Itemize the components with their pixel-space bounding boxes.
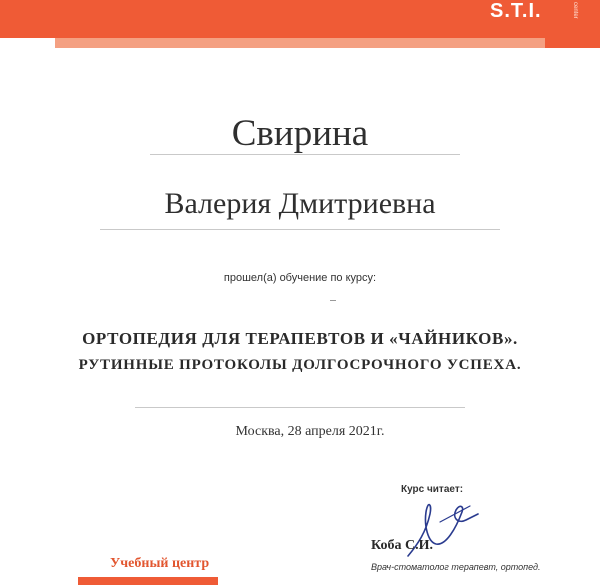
divider-dash: [330, 300, 336, 301]
footer-band: [78, 577, 218, 585]
recipient-given-names: Валерия Дмитриевна: [164, 187, 436, 220]
header-band: [0, 0, 545, 38]
training-center-label: Учебный центр: [110, 556, 210, 571]
course-intro-text: прошел(а) обучение по курсу:: [223, 272, 377, 284]
issue-date: Москва, 28 апреля 2021г.: [235, 424, 385, 439]
lecturer-label: Курс читает:: [401, 484, 464, 495]
sti-logo-subtext: center: [572, 2, 578, 19]
course-underline: [135, 407, 465, 408]
course-subtitle: РУТИННЫЕ ПРОТОКОЛЫ ДОЛГОСРОЧНОГО УСПЕХА.: [78, 357, 522, 373]
sti-logo: S.T.I.: [490, 0, 542, 22]
lecturer-title: Врач-стоматолог терапевт, ортопед.: [371, 562, 541, 572]
recipient-surname: Свирина: [231, 113, 369, 154]
course-title: ОРТОПЕДИЯ ДЛЯ ТЕРАПЕВТОВ И «ЧАЙНИКОВ».: [82, 329, 518, 348]
surname-underline: [150, 154, 460, 155]
given-names-underline: [100, 229, 500, 230]
lecturer-name: Коба С.И.: [371, 538, 433, 553]
